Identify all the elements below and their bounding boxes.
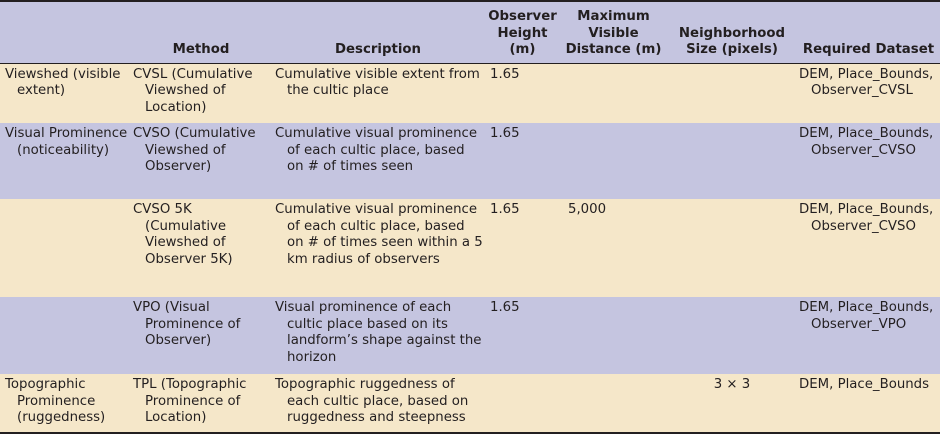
table-row: [0, 199, 940, 297]
cell-category: [0, 297, 131, 374]
table-row: [0, 374, 940, 432]
table-header-row: [0, 2, 940, 63]
cell-observer-height: [485, 374, 560, 432]
cell-description-text: Cumulative visual prominence of each cultic place, based on # of times seen within a 5 km radius of observers: [275, 202, 483, 267]
cell-method-text: CVSO (Cumulative Viewshed of Observer): [133, 126, 256, 174]
cell-required-dataset: [797, 63, 940, 123]
cell-observer-height: 1.65: [485, 123, 560, 199]
cell-method-text: TPL (Topographic Prominence of Location): [133, 377, 247, 425]
cell-neighborhood-size: [667, 123, 797, 199]
header-observer-height-line: Height (m): [497, 25, 548, 57]
cell-category: [0, 123, 131, 199]
cell-method: [131, 199, 271, 297]
cell-category: [0, 374, 131, 432]
cell-method-text: VPO (Visual Prominence of Observer): [133, 300, 241, 348]
cell-method: [131, 123, 271, 199]
cell-description-text: Cumulative visible extent from the cultic place: [275, 66, 480, 98]
cell-neighborhood-size: [667, 297, 797, 374]
cell-max-visible-distance: [560, 297, 667, 374]
methods-table: [0, 2, 940, 432]
cell-required-dataset: [797, 123, 940, 199]
cell-description: [271, 199, 485, 297]
cell-description-text: Visual prominence of each cultic place based on its landform’s shape against the horizon: [275, 300, 482, 365]
cell-required-dataset: [797, 199, 940, 297]
cell-description: [271, 123, 485, 199]
cell-max-visible-distance: [560, 63, 667, 123]
cell-category-text: Viewshed (visible extent): [5, 66, 121, 98]
cell-required-dataset-text: DEM, Place_Bounds, Observer_CVSO: [799, 126, 934, 158]
cell-required-dataset-text: DEM, Place_Bounds, Observer_CVSO: [799, 202, 934, 234]
cell-category: [0, 63, 131, 123]
header-neighborhood-size: [667, 2, 797, 63]
cell-description: [271, 297, 485, 374]
table-row: [0, 123, 940, 199]
header-observer-height: [485, 2, 560, 63]
header-description: Description: [271, 2, 485, 63]
cell-description-text: Cumulative visual prominence of each cultic place, based on # of times seen: [275, 126, 478, 174]
header-observer-height-line: Observer: [488, 9, 557, 24]
cell-required-dataset-text: DEM, Place_Bounds, Observer_CVSL: [799, 66, 934, 98]
cell-neighborhood-size: [667, 63, 797, 123]
cell-observer-height: 1.65: [485, 297, 560, 374]
header-neighborhood-size-line: Size (pixels): [686, 42, 778, 57]
cell-required-dataset: [797, 297, 940, 374]
cell-neighborhood-size: 3 × 3: [667, 374, 797, 432]
cell-required-dataset-text: DEM, Place_Bounds: [799, 377, 930, 392]
cell-max-visible-distance: [560, 123, 667, 199]
header-method: Method: [131, 2, 271, 63]
cell-description-text: Topographic ruggedness of each cultic place, based on ruggedness and steepness: [275, 377, 469, 425]
header-required-dataset: Required Dataset: [797, 2, 940, 63]
cell-max-visible-distance: 5,000: [560, 199, 667, 297]
cell-description: [271, 374, 485, 432]
cell-category-text: Visual Prominence (noticeability): [5, 126, 128, 158]
cell-observer-height: 1.65: [485, 63, 560, 123]
cell-category: [0, 199, 131, 297]
cell-category-text: Topographic Prominence (ruggedness): [5, 377, 106, 425]
cell-method-text: CVSL (Cumulative Viewshed of Location): [133, 66, 253, 115]
header-max-visible-distance: [560, 2, 667, 63]
header-max-visible-distance-line: Maximum: [577, 9, 650, 24]
cell-max-visible-distance: [560, 374, 667, 432]
cell-description: [271, 63, 485, 123]
table-row: [0, 63, 940, 123]
cell-required-dataset: [797, 374, 940, 432]
cell-observer-height: 1.65: [485, 199, 560, 297]
header-max-visible-distance-line: Distance (m): [565, 42, 662, 57]
cell-method-text: CVSO 5K (Cumulative Viewshed of Observer 5K): [133, 202, 233, 267]
header-neighborhood-size-line: Neighborhood: [678, 25, 786, 41]
table-row: [0, 297, 940, 374]
header-category: [0, 2, 131, 63]
cell-method: [131, 63, 271, 123]
cell-method: [131, 374, 271, 432]
cell-required-dataset-text: DEM, Place_Bounds, Observer_VPO: [799, 300, 934, 332]
cell-method: [131, 297, 271, 374]
cell-neighborhood-size: [667, 199, 797, 297]
header-max-visible-distance-line: Visible: [588, 25, 639, 41]
